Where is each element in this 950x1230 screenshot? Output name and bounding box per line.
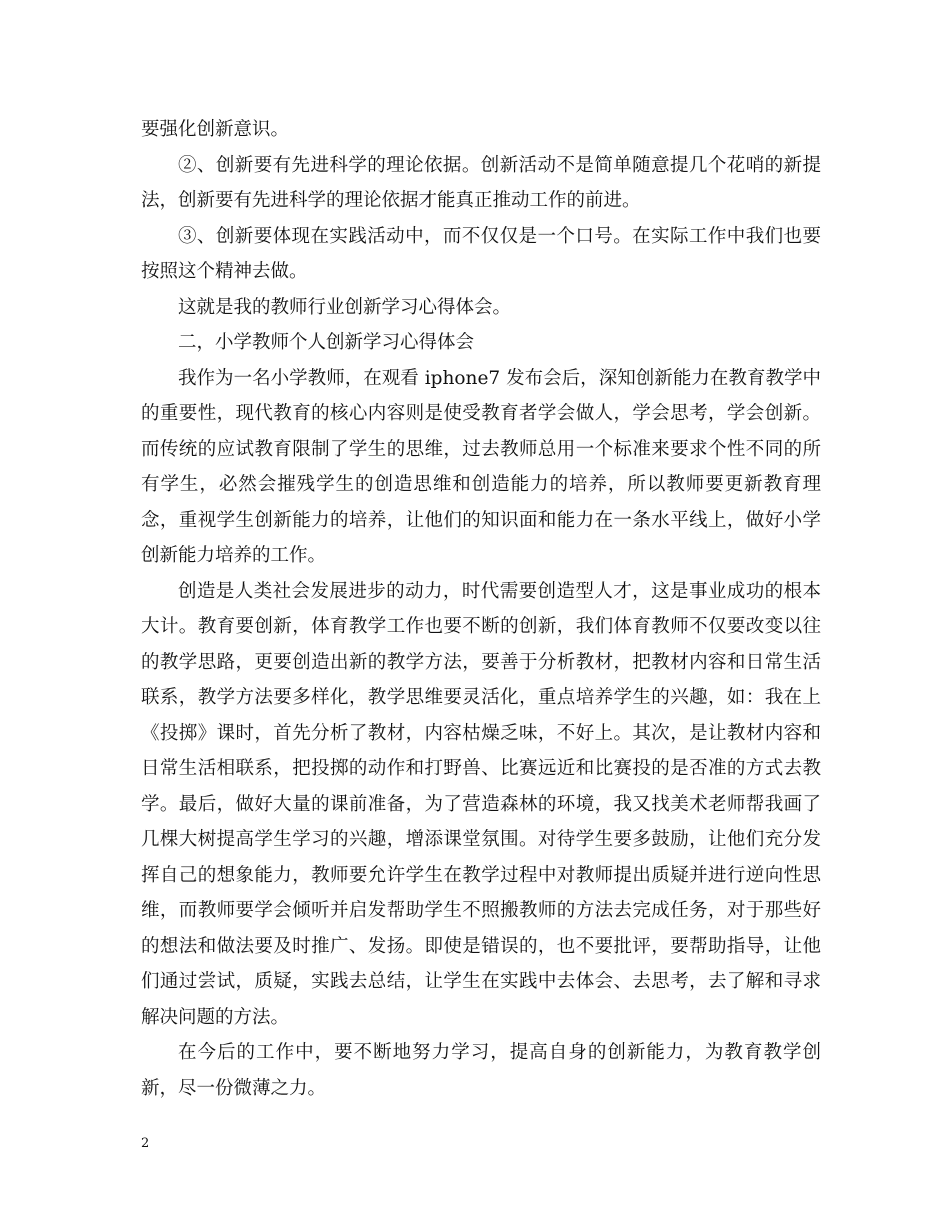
paragraph-2: ②、创新要有先进科学的理论依据。创新活动不是简单随意提几个花哨的新提法，创新要有先进科学的理论依据才能真正推动工作的前进。 [141, 154, 821, 211]
paragraph-3: ③、创新要体现在实践活动中，而不仅仅是一个口号。在实际工作中我们也要按照这个精神去做。 [141, 225, 821, 282]
document-body [141, 112, 821, 1106]
paragraph-1: 要强化创新意识。 [141, 119, 290, 140]
paragraph-4: 这就是我的教师行业创新学习心得体会。 [178, 296, 512, 318]
paragraph-5: 我作为一名小学教师，在观看 iphone7 发布会后，深知创新能力在教育教学中的重要性，现代教育的核心内容则是使受教育者学会做人，学会思考，学会创新。而传统的应试教育限制了学生的思维，过去教师总用一个标准来要求个性不同的所有学生，必然会摧残学生的创造思维和创造能力的培养，所以教师要更新教育理念，重视学生创新能力的培养，让他们的知识面和能力在一条水平线上，做好小学创新能力培养的工作。 [141, 367, 821, 566]
page-number: 2 [141, 1136, 150, 1151]
paragraph-7: 在今后的工作中，要不断地努力学习，提高自身的创新能力，为教育教学创新，尽一份微薄之力。 [141, 1042, 821, 1099]
section-heading: 二，小学教师个人创新学习心得体会 [178, 332, 475, 353]
paragraph-6: 创造是人类社会发展进步的动力，时代需要创造型人才，这是事业成功的根本大计。教育要创新，体育教学工作也要不断的创新，我们体育教师不仅要改变以往的教学思路，更要创造出新的教学方法，要善于分析教材，把教材内容和日常生活联系，教学方法要多样化，教学思维要灵活化，重点培养学生的兴趣，如：我在上《投掷》课时，首先分析了教材，内容枯燥乏味，不好上。其次，是让教材内容和日常生活相联系，把投掷的动作和打野兽、比赛远近和比赛投的是否准的方式去教学。最后，做好大量的课前准备，为了营造森林的环境，我又找美术老师帮我画了几棵大树提高学生学习的兴趣，增添课堂氛围。对待学生要多鼓励，让他们充分发挥自己的想象能力，教师要允许学生在教学过程中对教师提出质疑并进行逆向性思维，而教师要学会倾听并启发帮助学生不照搬教师的方法去完成任务，对于那些好的想法和做法要及时推广、发扬。即使是错误的，也不要批评，要帮助指导，让他们通过尝试，质疑，实践去总结，让学生在实践中去体会、去思考，去了解和寻求解决问题的方法。 [141, 580, 821, 1028]
